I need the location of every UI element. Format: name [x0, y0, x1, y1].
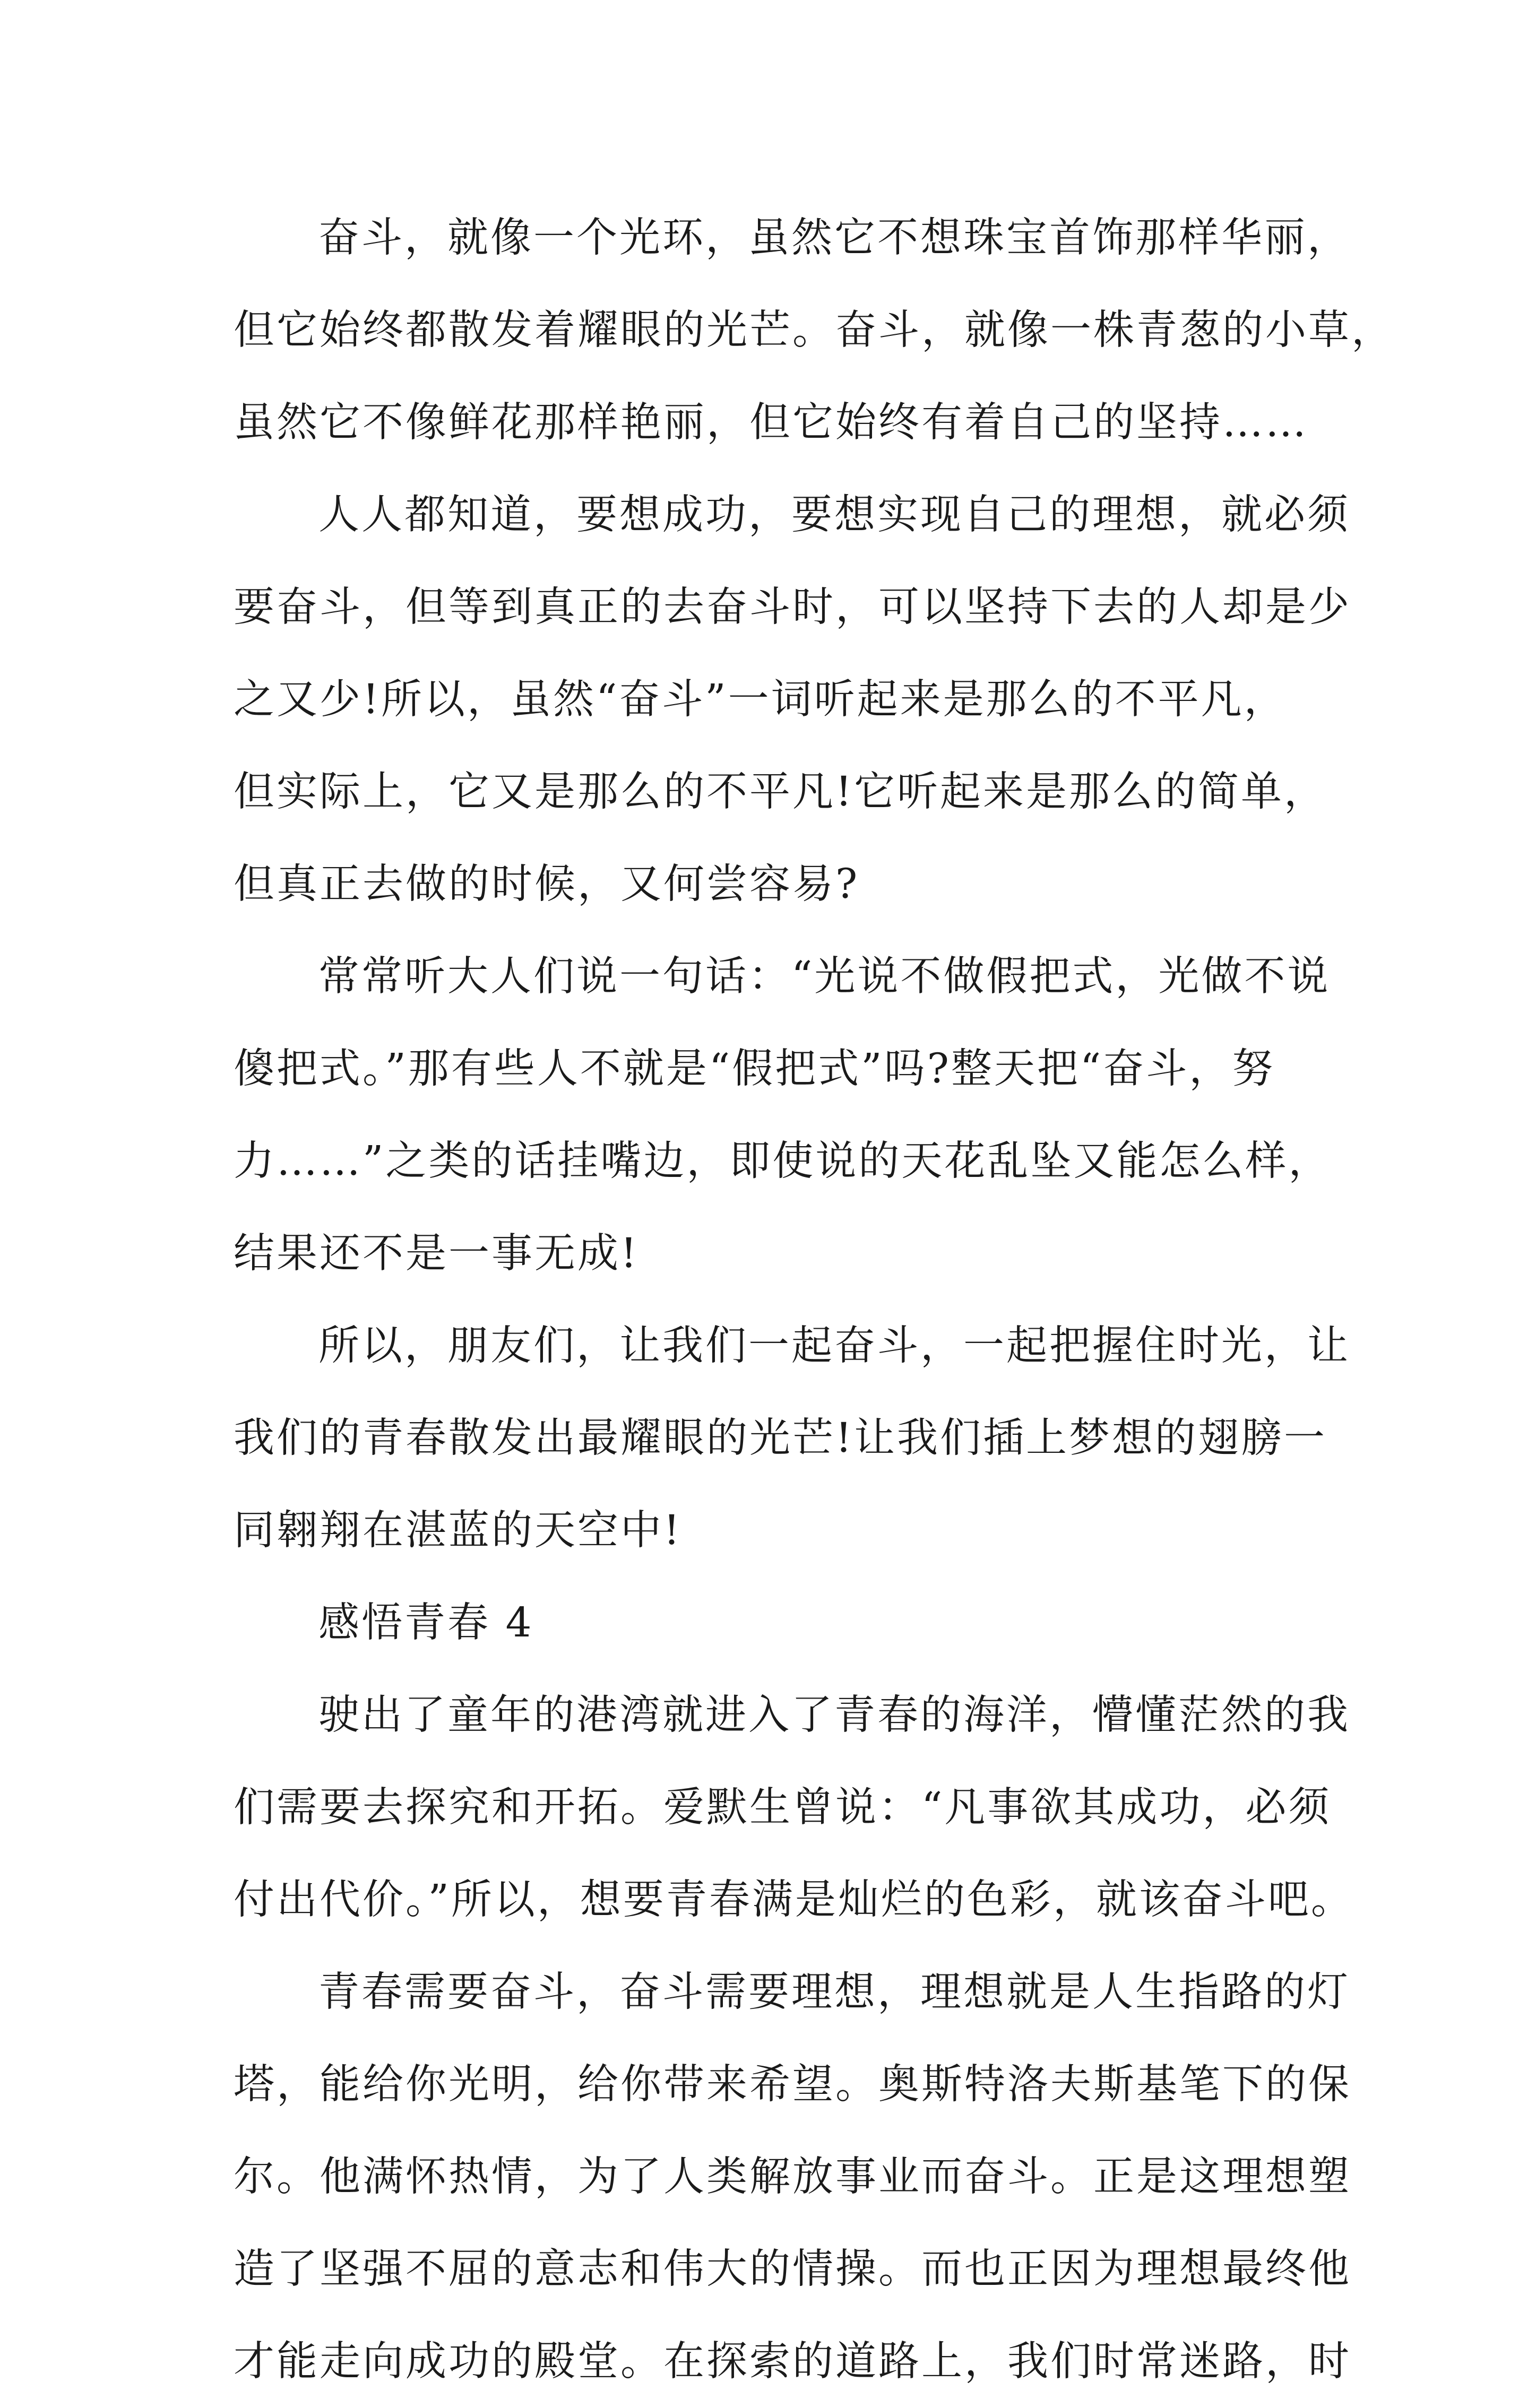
- text-line: 付出代价。”所以，想要青春满是灿烂的色彩，就该奋斗吧。: [234, 1876, 1354, 1924]
- text-line: 们需要去探究和开拓。爱默生曾说：“凡事欲其成功，必须: [234, 1784, 1332, 1831]
- text-line: 常常听大人们说一句话：“光说不做假把式，光做不说: [318, 953, 1331, 1000]
- text-line: 但真正去做的时候，又何尝容易?: [234, 861, 860, 908]
- text-line: 驶出了童年的港湾就进入了青春的海洋，懵懂茫然的我: [318, 1692, 1350, 1739]
- text-line: 力……”之类的话挂嘴边，即使说的天花乱坠又能怎么样，: [234, 1138, 1332, 1185]
- text-line: 虽然它不像鲜花那样艳丽，但它始终有着自己的坚持……: [234, 399, 1308, 446]
- text-line: 结果还不是一事无成!: [234, 1230, 639, 1277]
- text-line: 所以，朋友们，让我们一起奋斗，一起把握住时光，让: [318, 1322, 1350, 1370]
- text-line: 人人都知道，要想成功，要想实现自己的理想，就必须: [318, 491, 1350, 539]
- text-line: 要奋斗，但等到真正的去奋斗时，可以坚持下去的人却是少: [234, 584, 1351, 631]
- text-line: 才能走向成功的殿堂。在探索的道路上，我们时常迷路，时: [234, 2338, 1351, 2385]
- text-line: 感悟青春 4: [318, 1599, 534, 1647]
- text-line: 造了坚强不屈的意志和伟大的情操。而也正因为理想最终他: [234, 2246, 1351, 2293]
- text-line: 同翱翔在湛蓝的天空中!: [234, 1507, 682, 1554]
- body-text: [234, 192, 1394, 2408]
- text-line: 青春需要奋斗，奋斗需要理想，理想就是人生指路的灯: [318, 1969, 1350, 2016]
- text-line: 但它始终都散发着耀眼的光芒。奋斗，就像一株青葱的小草，: [234, 307, 1394, 354]
- text-line: 我们的青春散发出最耀眼的光芒!让我们插上梦想的翅膀一: [234, 1415, 1327, 1462]
- text-line: 奋斗，就像一个光环，虽然它不想珠宝首饰那样华丽，: [318, 214, 1350, 262]
- text-line: 但实际上，它又是那么的不平凡!它听起来是那么的简单，: [234, 768, 1327, 816]
- text-line: 傻把式。”那有些人不就是“假把式”吗?整天把“奋斗，努: [234, 1045, 1275, 1093]
- text-line: 尔。他满怀热情，为了人类解放事业而奋斗。正是这理想塑: [234, 2153, 1351, 2201]
- text-line: 塔，能给你光明，给你带来希望。奥斯特洛夫斯基笔下的保: [234, 2061, 1351, 2108]
- text-line: 之又少!所以，虽然“奋斗”一词听起来是那么的不平凡，: [234, 676, 1287, 723]
